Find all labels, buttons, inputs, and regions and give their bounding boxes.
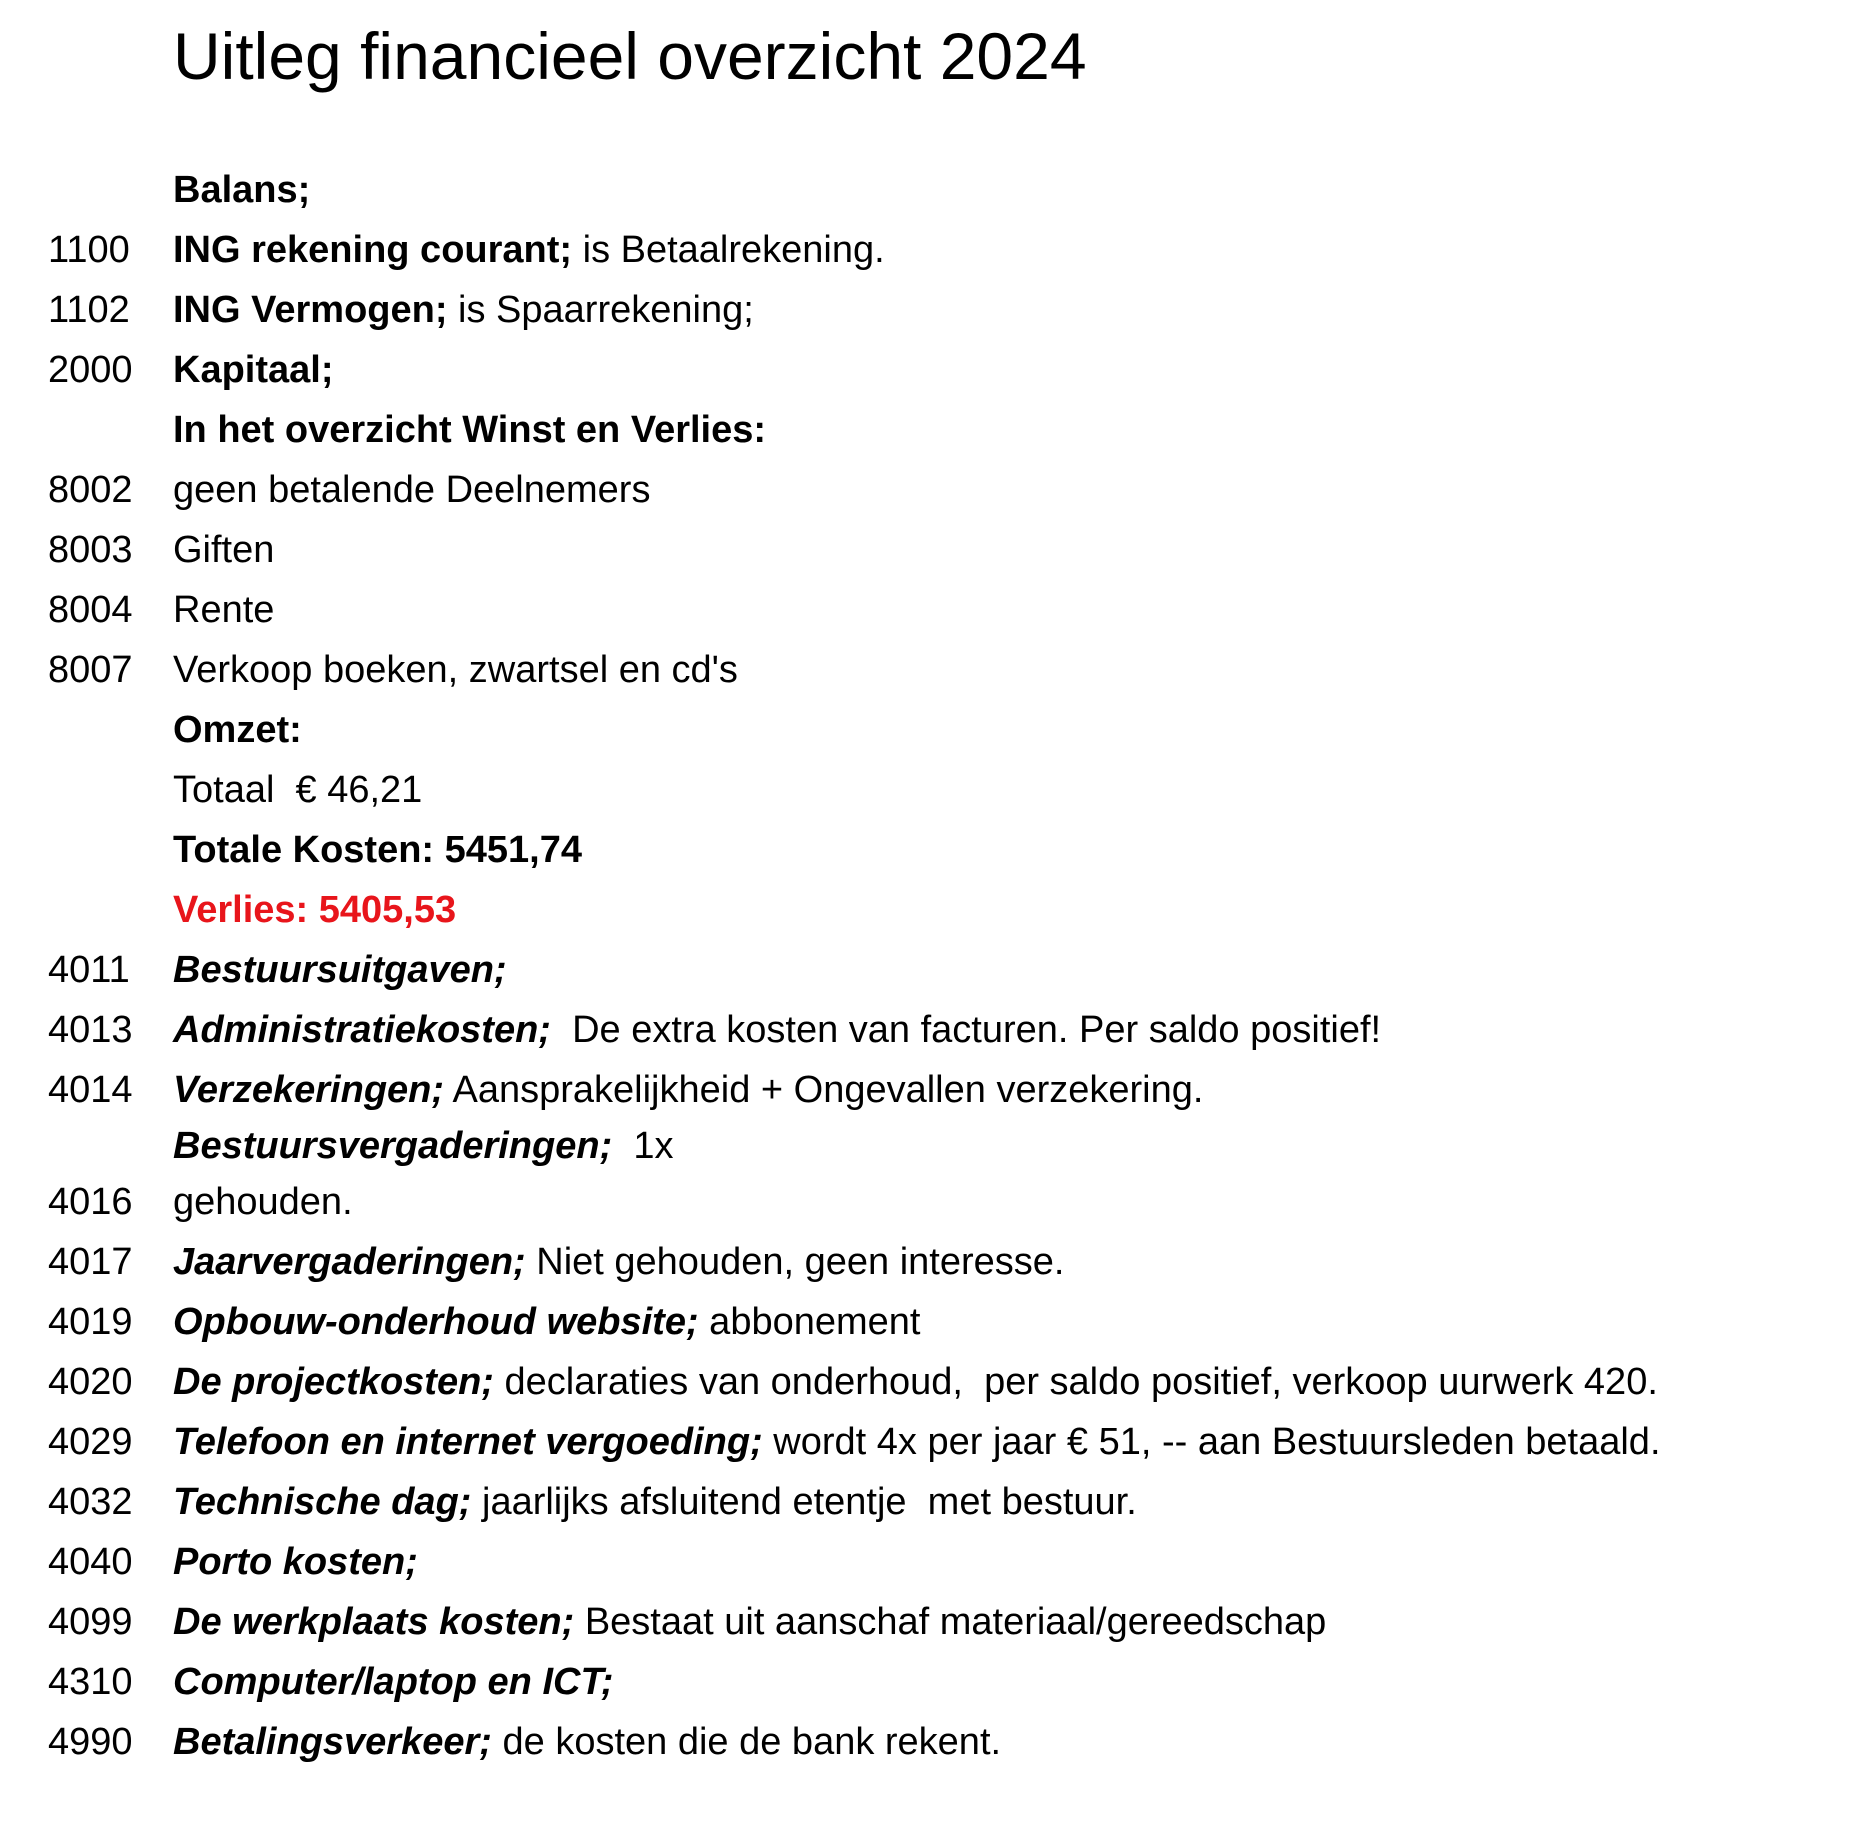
row-label: ING Vermogen; — [173, 289, 448, 331]
account-code: 1102 — [48, 289, 130, 331]
account-code: 4099 — [48, 1601, 133, 1643]
account-row-4019 — [0, 1292, 1868, 1352]
row-label: Totale Kosten: 5451,74 — [173, 829, 583, 871]
row-description: De extra kosten van facturen. Per saldo positief! — [550, 1009, 1382, 1051]
account-row-4032 — [0, 1472, 1868, 1532]
row-description: is Spaarrekening; — [447, 289, 754, 331]
row-description: Niet gehouden, geen interesse. — [525, 1241, 1065, 1283]
account-code: 4029 — [48, 1421, 133, 1463]
row-label: Telefoon en internet vergoeding; — [173, 1421, 763, 1463]
account-code: 4019 — [48, 1301, 133, 1343]
row-description: declaraties van onderhoud, per saldo positief, verkoop uurwerk 420. — [493, 1361, 1658, 1403]
row-description: Bestaat uit aanschaf materiaal/gereedschap — [574, 1601, 1327, 1643]
account-row-4020 — [0, 1352, 1868, 1412]
account-code: 4016 — [48, 1181, 133, 1223]
account-row-2000 — [0, 340, 1868, 400]
row-description: geen betalende Deelnemers — [173, 469, 651, 511]
row-label: Betalingsverkeer; — [173, 1721, 492, 1763]
row-description: is Betaalrekening. — [572, 229, 885, 271]
row-description: Aansprakelijkheid + Ongevallen verzekering. — [444, 1069, 1204, 1111]
row-description: gehouden. — [173, 1181, 353, 1223]
row-label: Porto kosten; — [173, 1541, 418, 1583]
row-label: Bestuursvergaderingen; — [173, 1125, 613, 1167]
row-label: Computer/laptop en ICT; — [173, 1661, 614, 1703]
row-description: de kosten die de bank rekent. — [491, 1721, 1002, 1763]
account-code: 8007 — [48, 649, 133, 691]
row-description: 1x — [612, 1125, 674, 1167]
account-code: 4032 — [48, 1481, 133, 1523]
account-code: 4990 — [48, 1721, 133, 1763]
account-code: 8002 — [48, 469, 133, 511]
account-code: 2000 — [48, 349, 133, 391]
page-title: Uitleg financieel overzicht 2024 — [173, 19, 1087, 93]
account-code: 4040 — [48, 1541, 133, 1583]
account-row-4990 — [0, 1712, 1868, 1772]
account-row-8004 — [0, 580, 1868, 640]
row-label: Omzet: — [173, 709, 302, 751]
row-label: Balans; — [173, 169, 311, 211]
row-label: Verlies: 5405,53 — [173, 889, 457, 931]
row-label: Kapitaal; — [173, 349, 334, 391]
row-label: De werkplaats kosten; — [173, 1601, 575, 1643]
row-description: jaarlijks afsluitend etentje met bestuur. — [471, 1481, 1137, 1523]
row-description: Verkoop boeken, zwartsel en cd's — [173, 649, 738, 691]
account-row-8007 — [0, 640, 1868, 700]
row-description: abbonement — [698, 1301, 921, 1343]
account-row-4013 — [0, 1000, 1868, 1060]
total-costs — [0, 820, 1868, 880]
account-code: 8004 — [48, 589, 133, 631]
bestuursvergaderingen-line — [0, 1118, 1868, 1174]
row-label: Technische dag; — [173, 1481, 472, 1523]
account-row-4014 — [0, 1060, 1868, 1120]
section-heading-balans — [0, 160, 1868, 220]
row-label: Administratiekosten; — [173, 1009, 551, 1051]
row-label: ING rekening courant; — [173, 229, 573, 271]
row-description: wordt 4x per jaar € 51, -- aan Bestuursleden betaald. — [762, 1421, 1661, 1463]
account-code: 4020 — [48, 1361, 133, 1403]
account-row-4029 — [0, 1412, 1868, 1472]
omzet-heading — [0, 700, 1868, 760]
account-row-4016 — [0, 1174, 1868, 1230]
row-label: Opbouw-onderhoud website; — [173, 1301, 699, 1343]
account-row-8002 — [0, 460, 1868, 520]
account-row-4310 — [0, 1652, 1868, 1712]
account-row-4011 — [0, 940, 1868, 1000]
account-row-8003 — [0, 520, 1868, 580]
account-code: 1100 — [48, 229, 130, 271]
row-label: Verzekeringen; — [173, 1069, 445, 1111]
row-description: Giften — [173, 529, 275, 571]
account-row-4099 — [0, 1592, 1868, 1652]
account-code: 8003 — [48, 529, 133, 571]
account-row-1100 — [0, 220, 1868, 280]
row-label: Jaarvergaderingen; — [173, 1241, 526, 1283]
loss-amount — [0, 880, 1868, 940]
account-row-4040 — [0, 1532, 1868, 1592]
account-code: 4014 — [48, 1069, 133, 1111]
row-label: De projectkosten; — [173, 1361, 494, 1403]
account-code: 4011 — [48, 949, 130, 991]
row-label: In het overzicht Winst en Verlies: — [173, 409, 767, 451]
section-heading-winst-verlies — [0, 400, 1868, 460]
account-row-1102 — [0, 280, 1868, 340]
account-code: 4013 — [48, 1009, 133, 1051]
account-code: 4017 — [48, 1241, 133, 1283]
omzet-total — [0, 760, 1868, 820]
row-label: Bestuursuitgaven; — [173, 949, 507, 991]
account-code: 4310 — [48, 1661, 133, 1703]
row-description: Totaal € 46,21 — [173, 769, 423, 811]
row-description: Rente — [173, 589, 275, 631]
account-row-4017 — [0, 1232, 1868, 1292]
